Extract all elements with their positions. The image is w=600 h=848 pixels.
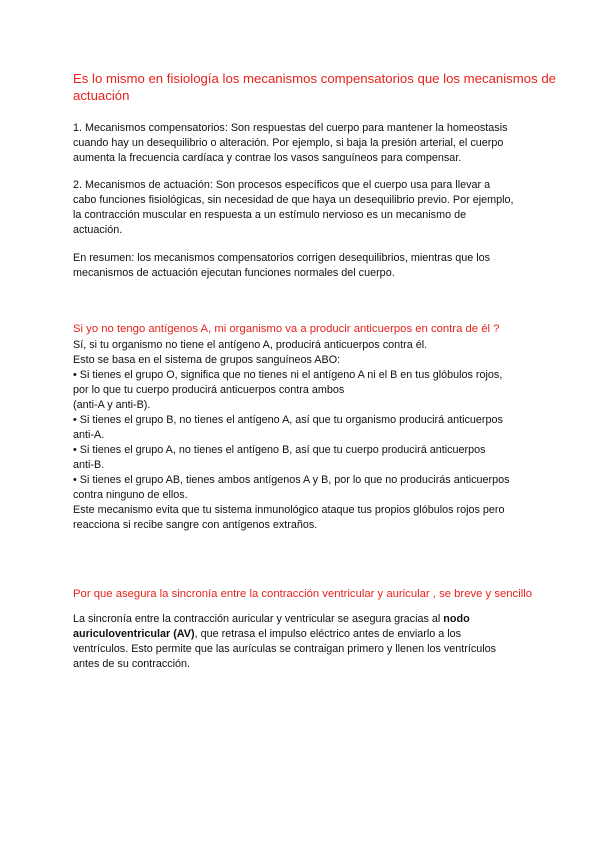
text-line: actuación. — [73, 224, 123, 236]
text-run: , que retrasa el impulso eléctrico antes de enviarlo a los — [194, 628, 462, 640]
answer-1-paragraph-resumen — [73, 251, 543, 281]
text-line: Este mecanismo evita que tu sistema inmunológico ataque tus propios glóbulos rojos pero — [73, 504, 505, 516]
question-1-title — [73, 70, 557, 104]
text-line: • Si tienes el grupo A, no tienes el antígeno B, así que tu cuerpo producirá anticuerpos — [73, 444, 486, 456]
text-line — [73, 627, 543, 642]
bold-term: nodo — [443, 613, 470, 625]
text-line: Sí, si tu organismo no tiene el antígeno A, producirá anticuerpos contra él. — [73, 339, 428, 351]
answer-2 — [73, 338, 543, 533]
text-line: Esto se basa en el sistema de grupos sanguíneos ABO: — [73, 354, 341, 366]
text-line: En resumen: los mecanismos compensatorios corrigen desequilibrios, mientras que los — [73, 252, 491, 264]
text-line: anti-A. — [73, 429, 105, 441]
bold-term: auriculoventricular (AV) — [73, 628, 195, 640]
answer-1-paragraph-actuacion — [73, 178, 543, 238]
text-line: ventrículos. Esto permite que las aurículas se contraigan primero y llenen los ventrículos — [73, 643, 497, 655]
text-line — [73, 612, 543, 627]
text-line: antes de su contracción. — [73, 658, 191, 670]
text-line: cabo funciones fisiológicas, sin necesidad de que haya un desequilibrio previo. Por ejemplo, — [73, 194, 514, 206]
text-line: contra ninguno de ellos. — [73, 489, 188, 501]
text-line: la contracción muscular en respuesta a un estímulo nervioso es un mecanismo de — [73, 209, 467, 221]
question-1-title-line: actuación — [73, 88, 130, 103]
answer-3 — [73, 612, 543, 672]
question-2-title-line: Si yo no tengo antígenos A, mi organismo va a producir anticuerpos en contra de él ? — [73, 323, 500, 335]
text-line: • Si tienes el grupo B, no tienes el antígeno A, así que tu organismo producirá anticuerpos — [73, 414, 503, 426]
question-3-title — [73, 587, 543, 602]
text-line: mecanismos de actuación ejecutan funciones normales del cuerpo. — [73, 267, 395, 279]
question-3-title-line: Por que asegura la sincronía entre la contracción ventricular y auricular , se breve y sencillo — [73, 588, 533, 600]
text-line: reacciona si recibe sangre con antígenos extraños. — [73, 519, 318, 531]
text-line: • Si tienes el grupo O, significa que no tienes ni el antígeno A ni el B en tus glóbulos rojos, — [73, 369, 503, 381]
text-line: 2. Mecanismos de actuación: Son procesos específicos que el cuerpo usa para llevar a — [73, 179, 491, 191]
text-run: La sincronía entre la contracción auricular y ventricular se asegura gracias al — [73, 613, 444, 625]
answer-1-paragraph-compensatorios — [73, 121, 543, 166]
text-line: cuando hay un desequilibrio o alteración. Por ejemplo, si baja la presión arterial, el cuerpo — [73, 137, 504, 149]
text-line: por lo que tu cuerpo producirá anticuerpos contra ambos — [73, 384, 345, 396]
text-line: (anti-A y anti-B). — [73, 399, 151, 411]
text-line: 1. Mecanismos compensatorios: Son respuestas del cuerpo para mantener la homeostasis — [73, 122, 508, 134]
text-line: • Si tienes el grupo AB, tienes ambos antígenos A y B, por lo que no producirás anticuerpos — [73, 474, 510, 486]
text-line: anti-B. — [73, 459, 105, 471]
text-line: aumenta la frecuencia cardíaca y contrae los vasos sanguíneos para compensar. — [73, 152, 462, 164]
question-1-title-line: Es lo mismo en fisiología los mecanismos compensatorios que los mecanismos de — [73, 71, 557, 86]
question-2-title — [73, 322, 543, 337]
